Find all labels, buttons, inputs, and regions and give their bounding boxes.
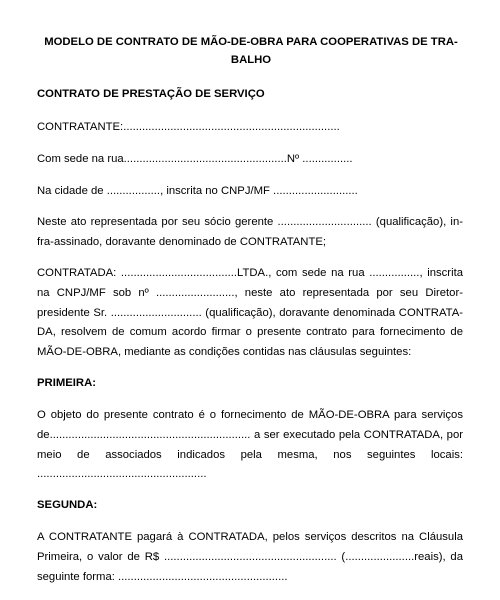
paragraph-line: meio de associados indicados pela mesma, nos seguintes locais:	[37, 448, 463, 461]
sede-line: Com sede na rua....................................................Nº ................	[37, 153, 353, 165]
paragraph-line: na CNPJ/MF sob nº ........................., neste ato representada por seu Diretor-	[37, 286, 463, 299]
document-title	[36, 33, 466, 69]
paragraph-line: fra-assinado, doravante denominado de CONTRATANTE;	[37, 235, 327, 248]
clause-segunda-text	[37, 528, 463, 587]
contratada-paragraph	[37, 264, 463, 363]
paragraph-line: DA, resolvem de comum acordo firmar o presente contrato para fornecimento de	[37, 326, 463, 339]
clause-segunda-heading: SEGUNDA:	[37, 499, 98, 511]
paragraph-line: A CONTRATANTE pagará à CONTRATADA, pelos serviços descritos na Cláusula	[37, 531, 463, 543]
clause-primeira-heading: PRIMEIRA:	[37, 377, 96, 389]
paragraph-line: presidente Sr. ............................. (qualificação), doravante denominada CONTRATA-	[37, 306, 463, 319]
cidade-line: Na cidade de ................., inscrita no CNPJ/MF ...........................	[37, 185, 358, 197]
paragraph-line: MÃO-DE-OBRA, mediante as condições contidas nas cláusulas seguintes:	[37, 346, 412, 359]
contract-subtitle: CONTRATO DE PRESTAÇÃO DE SERVIÇO	[37, 88, 265, 100]
title-line-1: MODELO DE CONTRATO DE MÃO-DE-OBRA PARA COOPERATIVAS DE TRA-	[44, 36, 458, 48]
paragraph-line: seguinte forma: ......................................................	[37, 570, 288, 583]
title-line-2: BALHO	[230, 54, 272, 66]
contratante-line: CONTRATANTE:.....................................................................	[37, 121, 340, 133]
representada-paragraph	[37, 213, 463, 253]
clause-primeira-text	[37, 406, 463, 485]
paragraph-line: Neste ato representada por seu sócio gerente .............................. (qualificação), in-	[37, 216, 463, 228]
paragraph-line: Primeira, o valor de R$ ....................................................... (......................reais), da	[37, 550, 463, 563]
paragraph-line: O objeto do presente contrato é o fornecimento de MÃO-DE-OBRA para serviços	[37, 409, 463, 421]
paragraph-line: CONTRATADA: .....................................LTDA., com sede na rua ................, inscrita	[37, 267, 463, 279]
paragraph-line: de................................................................ a ser executado pela CONTRATADA, por	[37, 428, 463, 441]
paragraph-line: ......................................................	[37, 468, 207, 481]
